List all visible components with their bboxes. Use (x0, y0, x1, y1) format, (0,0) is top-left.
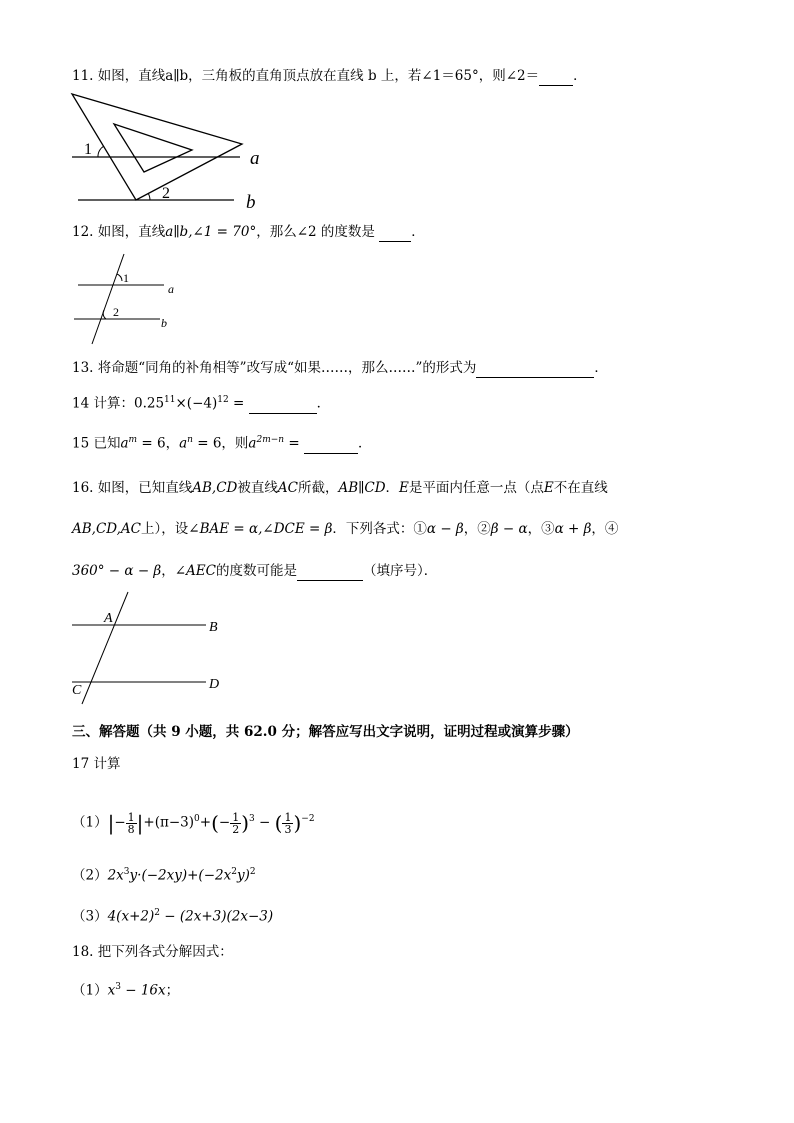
q17-p1-frac2: $\frac{1}{2}$ (232, 810, 240, 836)
q15-answer-blank[interactable] (304, 439, 358, 454)
q12-text: 12. 如图，直线a∥b,∠1 = 70°，那么∠2 的度数是 ． (72, 224, 425, 240)
q12-label-2: 2 (113, 305, 119, 319)
q12-label-b: b (161, 316, 167, 330)
q17-part1: （1）|− $\frac{1}{8}$ $|+(\pi-3)^0+(-$ $\frac{1}{2}$ )$^3$ − ( $\frac{1}{3}$ )$^{-2}$ (72, 810, 315, 836)
q16-label-C: C (72, 683, 82, 698)
q16-line-3: 360° − α − β，∠AEC的度数可能是 （填序号）． (72, 563, 438, 579)
q11-label-2: 2 (162, 185, 170, 202)
q17-p1-frac3: $\frac{1}{3}$ (284, 810, 292, 836)
q11-label-b: b (246, 192, 256, 213)
q16-label-B: B (209, 620, 218, 635)
q17-part2: $(2)2x^3y\cdot(-2xy)+(-2x^2y)^2$ (72, 867, 256, 884)
q16-line-1: 16. 如图，已知直线AB,CD被直线AC所截，AB∥CD．E是平面内任意一点（点E不在直线 (72, 480, 608, 496)
q13-answer-blank[interactable] (476, 363, 594, 378)
q12-label-1: 1 (123, 271, 129, 285)
q17-part3: $(3)4(x+2)^2 - (2x+3)(2x-3)$ (72, 908, 274, 925)
q12-angle2-arc (103, 310, 106, 319)
q16-label-D: D (209, 677, 220, 692)
q16-line-2: AB,CD,AC上），设∠BAE = α,∠DCE = β．下列各式：①α − β，②β − α，③α + β，④ (72, 521, 619, 537)
q13-text: 13. 将命题“同角的补角相等”改写成“如果……，那么……”的形式为 ． (72, 360, 608, 376)
section3-title: 三、解答题（共 9 小题，共 62.0 分；解答应写出文字说明，证明过程或演算步骤） (72, 724, 579, 740)
q11-figure (68, 90, 278, 214)
q14-answer-blank[interactable] (249, 399, 317, 414)
q12-angle1-arc (117, 274, 122, 281)
q16-figure (66, 588, 236, 706)
q15-text: 15 已知$a^m = 6$，$a^n = 6$，则$a^{2m-n}$ = ． (72, 435, 372, 452)
q11-text: 11. 如图，直线a∥b，三角板的直角顶点放在直线 b 上，若∠1＝65°，则∠2＝ ． (72, 68, 587, 84)
q11-label-1: 1 (84, 141, 92, 158)
q11-triangle-inner (114, 124, 192, 172)
q18-title: 18. 把下列各式分解因式： (72, 944, 233, 960)
q18-part1: $(1)x^3 - 16x$； (72, 982, 180, 999)
q11-label-a: a (250, 148, 260, 169)
q11-angle1-arc (98, 146, 104, 157)
q16-label-A: A (104, 611, 113, 626)
q11-answer-blank[interactable] (539, 71, 573, 86)
q11-triangle-outer (72, 94, 242, 200)
q12-label-a: a (168, 282, 174, 296)
q14-text: 14 计算：$0.25^{11}\times(-4)^{12}$ = ． (72, 395, 331, 412)
q12-transversal (92, 254, 124, 344)
q17-title: 17 计算 (72, 756, 121, 772)
q12-figure (70, 252, 190, 348)
q16-transversal-ac (82, 592, 128, 704)
q11-angle2-arc (148, 193, 150, 200)
q16-answer-blank[interactable] (297, 566, 363, 581)
q12-answer-blank[interactable] (379, 227, 411, 242)
q17-p1-frac1: $\frac{1}{8}$ (127, 810, 135, 836)
